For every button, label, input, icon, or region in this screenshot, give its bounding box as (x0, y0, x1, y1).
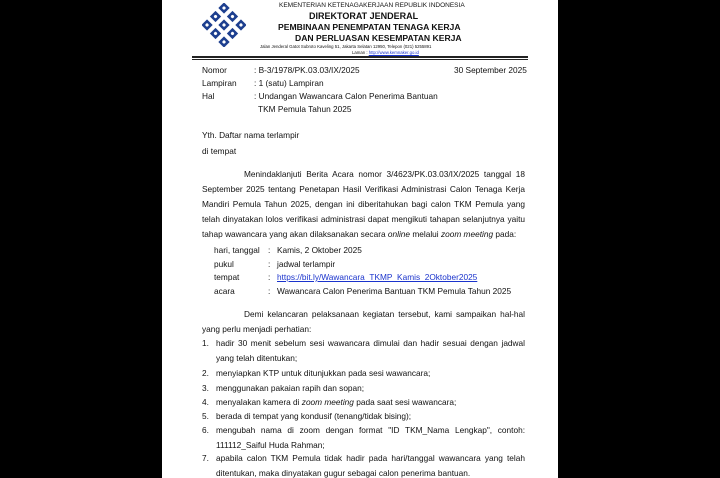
list-item (202, 395, 525, 410)
schedule-value-event: Wawancara Calon Penerima Bantuan TKM Pemula Tahun 2025 (277, 286, 512, 296)
lampiran-value: : 1 (satu) Lampiran (254, 78, 324, 88)
letter-page (162, 0, 558, 478)
paragraph1-text: Menindaklanjuti Berita Acara nomor 3/4623/PK.03.03/IX/2025 tanggal 18 September 2025 tentang Penetapan Hasil Verifikasi Administrasi Calon Tenaga Kerja Mandiri Pemula Tahun 2025, dengan ini diberitahukan bagi calon TKM Pemula yang telah dinyatakan lolos verifikasi administrasi dapat mengikuti tahapan selanjutnya yaitu tahap wawancara yang akan dilaksanakan secara (202, 169, 525, 239)
recipient-line2: di tempat (202, 146, 237, 156)
list-item-number: 1. (202, 338, 209, 348)
unit-name-line1: PEMBINAAN PENEMPATAN TENAGA KERJA (278, 22, 461, 32)
list-item-text: apabila calon TKM Pemula tidak hadir pada hari/tanggal wawancara yang telah ditentukan, maka dinyatakan gugur sebagai calon penerima bantuan. (216, 453, 525, 478)
zoom-term: zoom meeting (440, 229, 494, 239)
list-item-text-b: pada saat sesi wawancara; (356, 397, 457, 407)
list-item-text: berada di tempat yang kondusif (tenang/tidak bising); (216, 411, 412, 421)
unit-name-line2: DAN PERLUASAN KESEMPATAN KERJA (295, 33, 462, 43)
schedule-value-time: jadwal terlampir (277, 259, 336, 269)
schedule-label-event: acara (214, 286, 235, 296)
letterhead-address: Jalan Jenderal Gatot Subroto Kaveling 51, Jakarta Selatan 12950, Telepon (021) 5255891 (260, 44, 432, 49)
list-item-number: 4. (202, 397, 209, 407)
letterhead-rule-thin (192, 59, 528, 60)
online-term: online (387, 229, 411, 239)
recipient-line1: Yth. Daftar nama terlampir (202, 130, 300, 140)
attention-paragraph (202, 307, 525, 337)
schedule-colon: : (268, 259, 271, 269)
kemnaker-logo-icon (202, 3, 246, 47)
zoom-meeting-term: zoom meeting (301, 397, 354, 407)
list-item-number: 5. (202, 411, 209, 421)
letter-date: 30 September 2025 (454, 65, 527, 75)
schedule-value-day: Kamis, 2 Oktober 2025 (277, 245, 362, 255)
letterhead-rule-thick (192, 56, 528, 58)
paragraph2-text: Demi kelancaran pelaksanaan kegiatan tersebut, kami sampaikan hal-hal yang perlu menjadi perhatian: (202, 309, 525, 334)
schedule-label-time: pukul (214, 259, 234, 269)
list-item-text: menggunakan pakaian rapih dan sopan; (216, 383, 365, 393)
nomor-value: : B-3/1978/PK.03.03/IX/2025 (254, 65, 360, 75)
hal-value-line1: : Undangan Wawancara Calon Penerima Bantuan (254, 91, 438, 101)
hal-value-line2: TKM Pemula Tahun 2025 (258, 104, 352, 114)
schedule-colon: : (268, 286, 271, 296)
lampiran-label: Lampiran (202, 78, 237, 88)
zoom-meeting-link[interactable]: https://bit.ly/Wawancara_TKMP_Kamis_2Oktober2025 (277, 272, 478, 282)
schedule-label-day: hari, tanggal (214, 245, 260, 255)
list-item-text: mengubah nama di zoom dengan format "ID TKM_Nama Lengkap", contoh: 111112_Saiful Huda Rahman; (216, 425, 525, 450)
schedule-colon: : (268, 272, 271, 282)
ministry-name: KEMENTERIAN KETENAGAKERJAAN REPUBLIK INDONESIA (279, 2, 465, 9)
paragraph1-text-c: pada: (495, 229, 517, 239)
list-item-text: hadir 30 menit sebelum sesi wawancara dimulai dan hadir sesuai dengan jadwal yang telah ditentukan; (216, 338, 525, 363)
opening-paragraph (202, 167, 525, 242)
list-item-number: 7. (202, 453, 209, 463)
list-item-text: menyiapkan KTP untuk ditunjukkan pada sesi wawancara; (216, 368, 431, 378)
schedule-colon: : (268, 245, 271, 255)
website-link[interactable]: http://www.kemnaker.go.id (368, 50, 419, 55)
list-item-text: menyalakan kamera di (216, 397, 300, 407)
list-item-number: 2. (202, 368, 209, 378)
letterhead-website (352, 50, 419, 55)
list-item-number: 6. (202, 425, 209, 435)
list-item (202, 366, 525, 381)
website-label: Laman : (352, 50, 368, 55)
list-item-number: 3. (202, 383, 209, 393)
schedule-label-place: tempat (214, 272, 240, 282)
list-item (202, 451, 525, 478)
nomor-label: Nomor (202, 65, 227, 75)
hal-label: Hal (202, 91, 215, 101)
paragraph1-text-b: melalui (412, 229, 439, 239)
list-item (202, 381, 525, 396)
list-item (202, 423, 525, 453)
directorate-name: DIREKTORAT JENDERAL (309, 11, 419, 21)
list-item (202, 336, 525, 366)
list-item (202, 409, 525, 424)
